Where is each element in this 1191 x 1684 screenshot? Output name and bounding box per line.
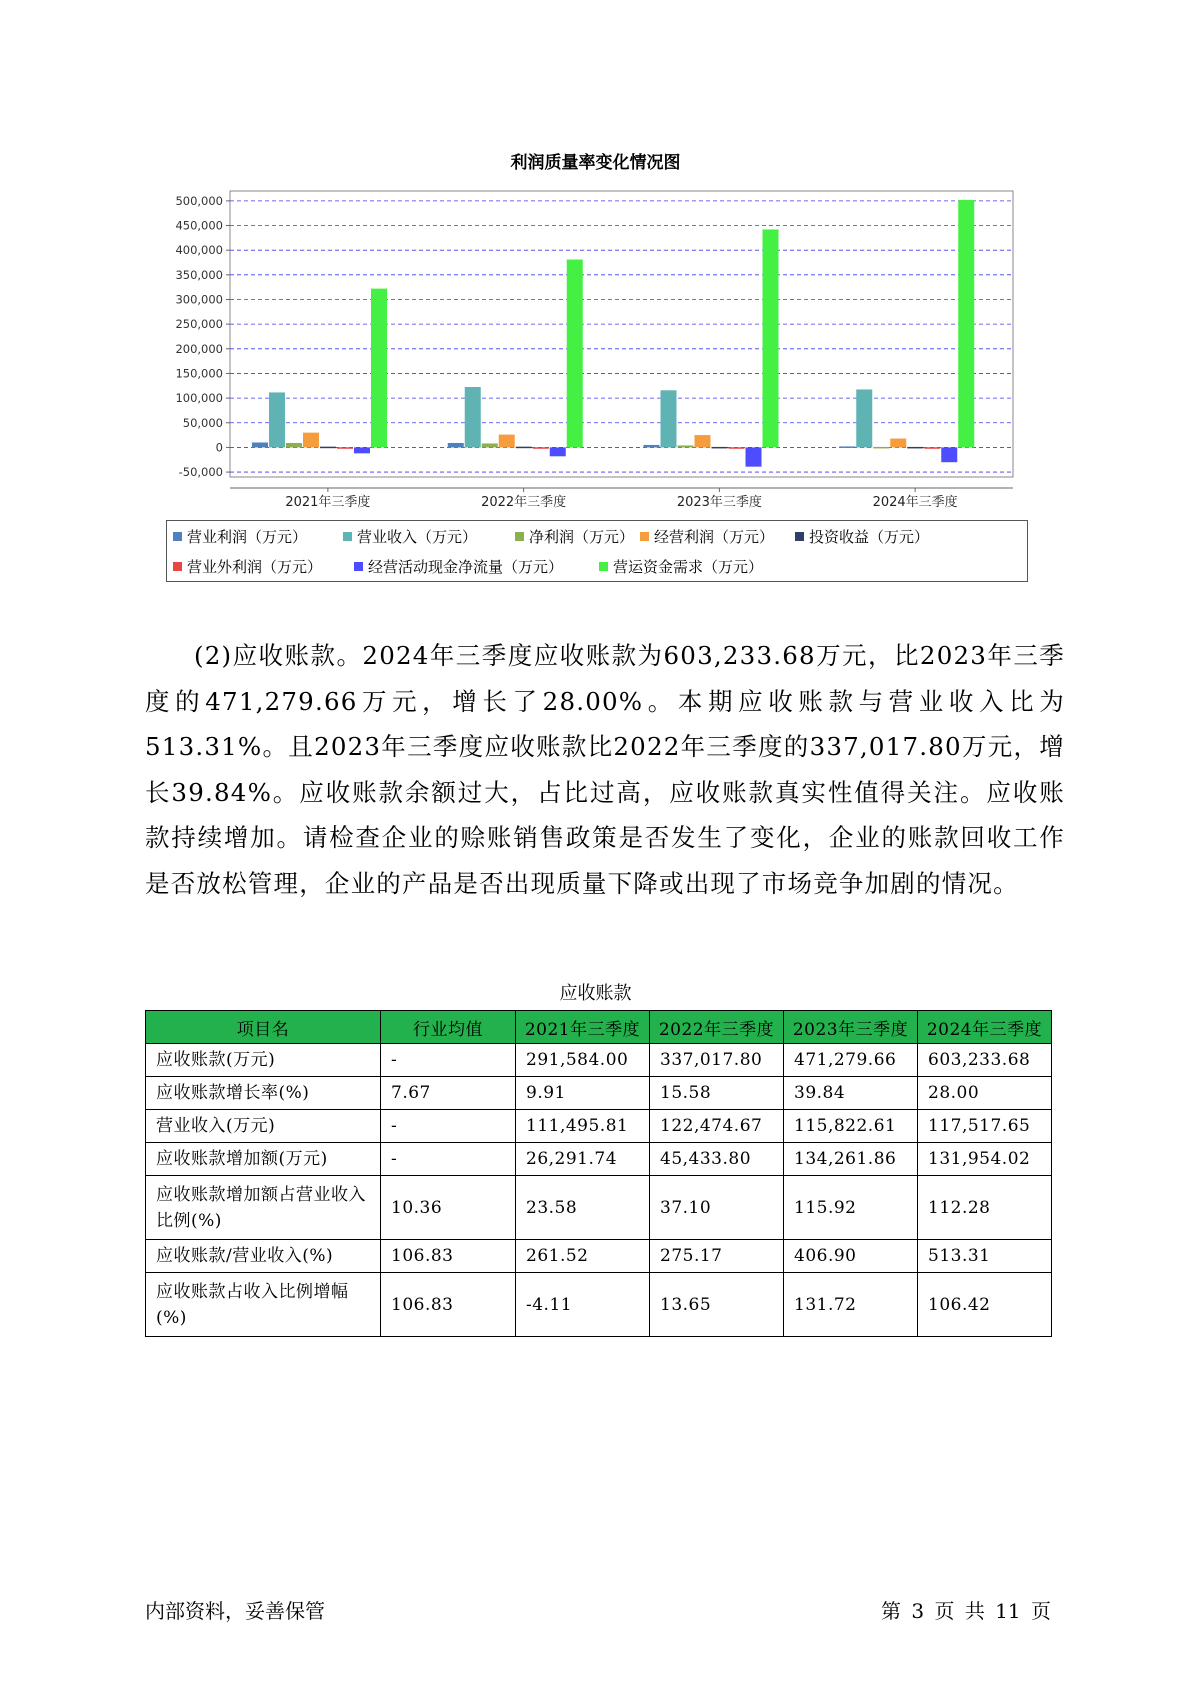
legend-item: 净利润（万元） <box>515 527 634 547</box>
bar <box>550 447 566 456</box>
row-name-cell: 应收账款增加额(万元) <box>146 1143 381 1176</box>
chart-title: 利润质量率变化情况图 <box>510 153 681 173</box>
bar <box>269 392 285 447</box>
receivables-table <box>145 1010 1052 1337</box>
bar <box>856 389 872 447</box>
table-cell: 275.17 <box>650 1240 784 1273</box>
row-name-cell: 应收账款(万元) <box>146 1044 381 1077</box>
bar <box>354 447 370 453</box>
bar <box>924 447 940 449</box>
bar <box>482 443 498 447</box>
legend-swatch-icon <box>640 532 649 541</box>
header-cell: 项目名 <box>146 1011 381 1044</box>
table-cell: 13.65 <box>650 1273 784 1337</box>
table-cell: 10.36 <box>381 1176 516 1240</box>
bar <box>303 433 319 448</box>
y-tick-label: 450,000 <box>175 218 223 233</box>
profit-quality-chart <box>0 0 1191 520</box>
y-tick-label: 350,000 <box>175 267 223 282</box>
bar <box>958 200 974 448</box>
header-cell: 2021年三季度 <box>516 1011 650 1044</box>
table-row <box>146 1143 1052 1176</box>
table-row <box>146 1176 1052 1240</box>
footer-page-number: 第 3 页 共 11 页 <box>881 1599 1051 1623</box>
table-cell: 26,291.74 <box>516 1143 650 1176</box>
table-cell: 134,261.86 <box>784 1143 918 1176</box>
y-tick-label: 0 <box>215 440 223 455</box>
table-cell: - <box>381 1044 516 1077</box>
bar <box>320 447 336 449</box>
table-cell: 23.58 <box>516 1176 650 1240</box>
bar <box>839 446 855 448</box>
bar <box>465 387 481 447</box>
legend-item: 营业收入（万元） <box>343 527 477 547</box>
table-cell: 131,954.02 <box>918 1143 1052 1176</box>
legend-swatch-icon <box>515 532 524 541</box>
table-cell: 406.90 <box>784 1240 918 1273</box>
x-tick-label: 2024年三季度 <box>872 495 958 510</box>
table-row <box>146 1110 1052 1143</box>
table-cell: 291,584.00 <box>516 1044 650 1077</box>
row-name-cell: 应收账款增长率(%) <box>146 1077 381 1110</box>
table-cell: 513.31 <box>918 1240 1052 1273</box>
bar <box>337 447 353 449</box>
table-caption: 应收账款 <box>559 983 632 1004</box>
bar <box>763 229 779 447</box>
legend-swatch-icon <box>173 532 182 541</box>
table-cell: 261.52 <box>516 1240 650 1273</box>
table-cell: 122,474.67 <box>650 1110 784 1143</box>
row-name-cell: 应收账款占收入比例增幅(%) <box>146 1273 381 1337</box>
table-cell: 117,517.65 <box>918 1110 1052 1143</box>
y-tick-label: 50,000 <box>182 415 223 430</box>
table-row <box>146 1077 1052 1110</box>
bar <box>907 447 923 449</box>
bar <box>567 260 583 448</box>
header-cell: 行业均值 <box>381 1011 516 1044</box>
table-cell: 39.84 <box>784 1077 918 1110</box>
row-name-cell: 应收账款增加额占营业收入比例(%) <box>146 1176 381 1240</box>
footer-confidential-note: 内部资料，妥善保管 <box>145 1599 325 1623</box>
legend-swatch-icon <box>343 532 352 541</box>
table-cell: - <box>381 1110 516 1143</box>
bar <box>873 447 889 449</box>
y-tick-label: -50,000 <box>178 465 223 480</box>
table-cell: 115.92 <box>784 1176 918 1240</box>
table-cell: 106.42 <box>918 1273 1052 1337</box>
bar <box>448 443 464 447</box>
table-cell: 106.83 <box>381 1273 516 1337</box>
bar <box>371 289 387 448</box>
table-header-row <box>146 1011 1052 1044</box>
row-name-cell: 应收账款/营业收入(%) <box>146 1240 381 1273</box>
y-tick-label: 200,000 <box>175 341 223 356</box>
bar <box>695 435 711 447</box>
bar <box>941 447 957 462</box>
table-cell: 112.28 <box>918 1176 1052 1240</box>
legend-item: 营业外利润（万元） <box>173 557 322 577</box>
bar <box>678 445 694 447</box>
table-cell: 115,822.61 <box>784 1110 918 1143</box>
table-cell: -4.11 <box>516 1273 650 1337</box>
bar <box>516 447 532 449</box>
legend-swatch-icon <box>795 532 804 541</box>
table-row <box>146 1240 1052 1273</box>
y-tick-label: 400,000 <box>175 243 223 258</box>
table-cell: 131.72 <box>784 1273 918 1337</box>
bar <box>746 447 762 466</box>
x-tick-label: 2022年三季度 <box>481 495 567 510</box>
table-cell: 9.91 <box>516 1077 650 1110</box>
row-name-cell: 营业收入(万元) <box>146 1110 381 1143</box>
bar <box>533 447 549 449</box>
legend-item: 营业利润（万元） <box>173 527 307 547</box>
chart-legend <box>166 520 1028 582</box>
bar <box>890 439 906 448</box>
table-cell: 28.00 <box>918 1077 1052 1110</box>
legend-swatch-icon <box>599 562 608 571</box>
x-tick-label: 2023年三季度 <box>676 495 762 510</box>
bar <box>661 390 677 447</box>
bar <box>712 447 728 449</box>
legend-swatch-icon <box>354 562 363 571</box>
legend-item: 投资收益（万元） <box>795 527 929 547</box>
x-tick-label: 2021年三季度 <box>285 495 371 510</box>
header-cell: 2024年三季度 <box>918 1011 1052 1044</box>
bar <box>252 442 268 447</box>
y-tick-label: 150,000 <box>175 366 223 381</box>
bar <box>499 435 515 448</box>
bar <box>286 443 302 447</box>
legend-item: 经营活动现金净流量（万元） <box>354 557 563 577</box>
table-row <box>146 1273 1052 1337</box>
legend-item: 营运资金需求（万元） <box>599 557 763 577</box>
table-cell: 15.58 <box>650 1077 784 1110</box>
y-tick-label: 300,000 <box>175 292 223 307</box>
y-tick-label: 100,000 <box>175 391 223 406</box>
table-cell: 603,233.68 <box>918 1044 1052 1077</box>
table-cell: 471,279.66 <box>784 1044 918 1077</box>
bar <box>644 445 660 447</box>
table-cell: 337,017.80 <box>650 1044 784 1077</box>
table-cell: 106.83 <box>381 1240 516 1273</box>
y-tick-label: 500,000 <box>175 193 223 208</box>
table-cell: 111,495.81 <box>516 1110 650 1143</box>
table-cell: 7.67 <box>381 1077 516 1110</box>
y-tick-label: 250,000 <box>175 317 223 332</box>
header-cell: 2023年三季度 <box>784 1011 918 1044</box>
receivables-paragraph: (2)应收账款。2024年三季度应收账款为603,233.68万元，比2023年三季度的471,279.66万元，增长了28.00%。本期应收账款与营业收入比为513.31%。且2023年三季度应收账款比2022年三季度的337,017.80万元，增长39.84%。应收账款余额过大，占比过高，应收账款真实性值得关注。应收账款持续增加。请检查企业的赊账销售政策是否发生了变化，企业的账款回收工作是否放松管理，企业的产品是否出现质量下降或出现了市场竞争加剧的情况。 <box>145 641 1065 898</box>
table-cell: 45,433.80 <box>650 1143 784 1176</box>
legend-item: 经营利润（万元） <box>640 527 774 547</box>
table-row <box>146 1044 1052 1077</box>
table-cell: 37.10 <box>650 1176 784 1240</box>
bar <box>729 447 745 449</box>
table-cell: - <box>381 1143 516 1176</box>
header-cell: 2022年三季度 <box>650 1011 784 1044</box>
legend-swatch-icon <box>173 562 182 571</box>
plot-area <box>230 191 1013 477</box>
